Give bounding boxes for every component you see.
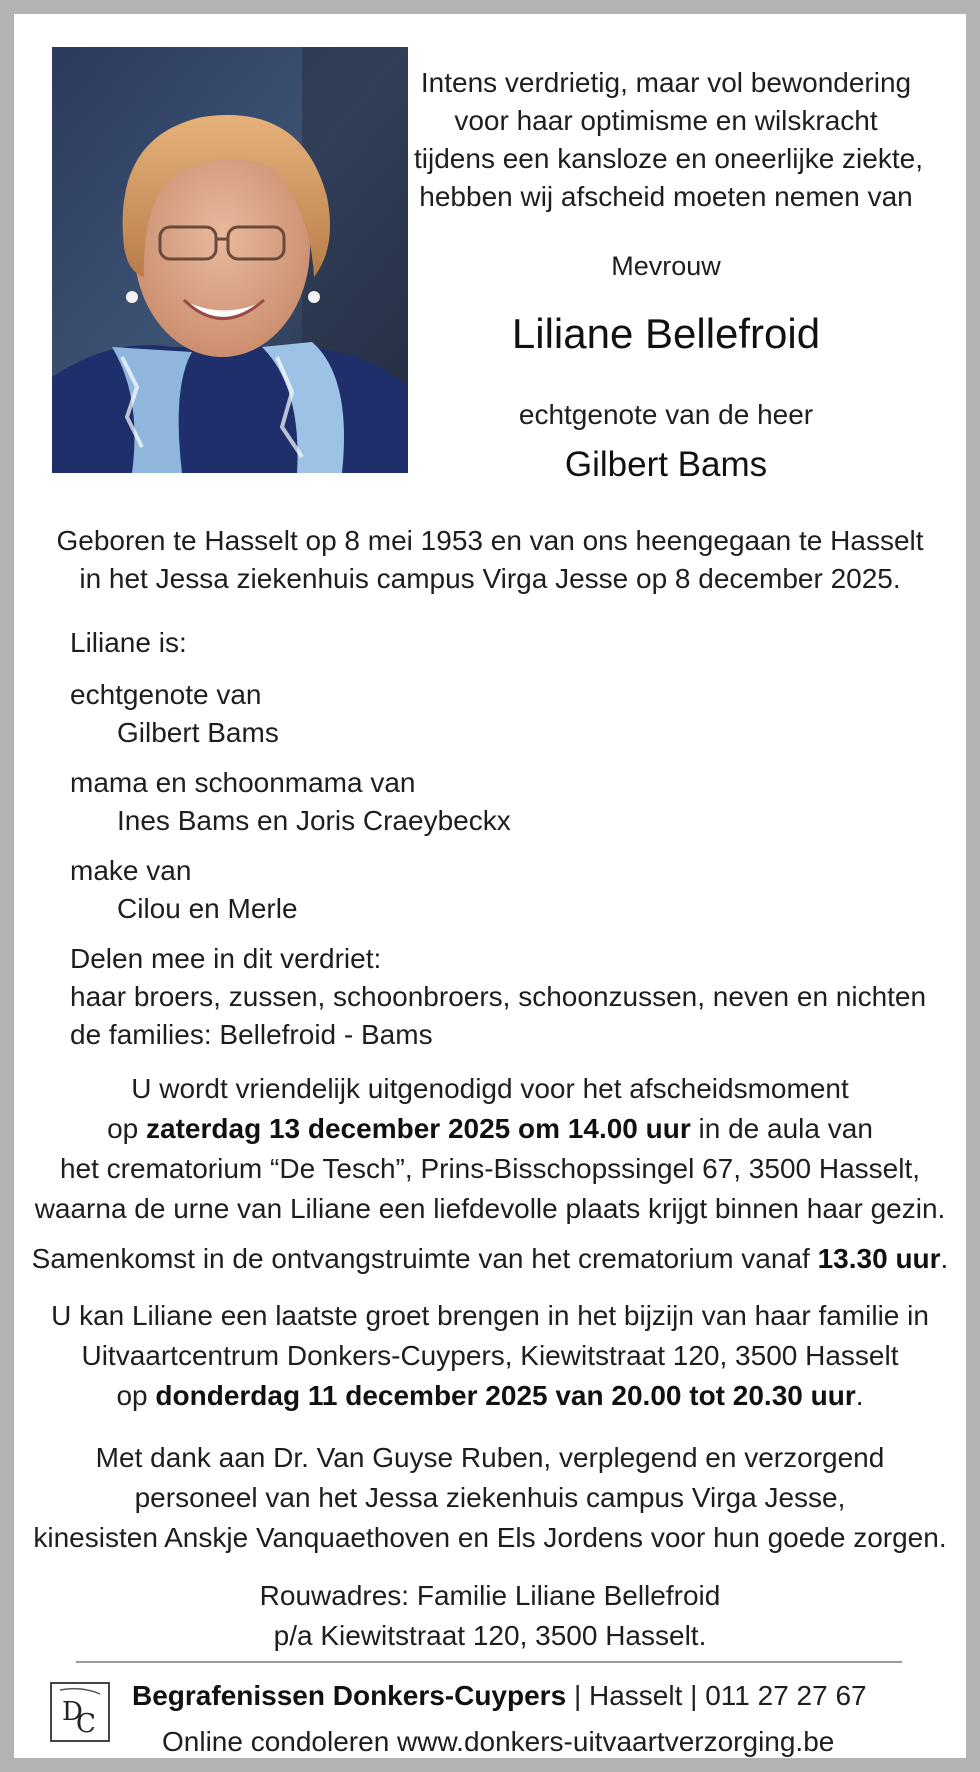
- intro-text: [414, 64, 923, 216]
- birth-death-statement: [14, 522, 966, 598]
- thanks-line: Met dank aan Dr. Van Guyse Ruben, verplegend en verzorgend: [95, 1442, 885, 1473]
- relation-names: Ines Bams en Joris Craeybeckx: [117, 805, 511, 836]
- ceremony-text: op: [107, 1113, 147, 1144]
- relation-role: make van: [70, 855, 192, 886]
- relation-role: mama en schoonmama van: [70, 767, 416, 798]
- funeral-home-logo: [50, 1682, 110, 1742]
- address-line: p/a Kiewitstraat 120, 3500 Hasselt.: [273, 1620, 707, 1651]
- footer-online-condolences[interactable]: Online condoleren www.donkers-uitvaartverzorging.be: [162, 1726, 835, 1757]
- share-line: haar broers, zussen, schoonbroers, schoonzussen, neven en nichten: [70, 981, 927, 1012]
- relation-group: [70, 764, 950, 840]
- relation-group: [70, 852, 950, 928]
- death-notice-card: [14, 14, 966, 1758]
- portrait-photo: [52, 47, 408, 473]
- relation-names: Cilou en Merle: [117, 893, 298, 924]
- svg-text:D: D: [62, 1697, 83, 1727]
- viewing-line: Uitvaartcentrum Donkers-Cuypers, Kiewitstraat 120, 3500 Hasselt: [81, 1340, 899, 1371]
- gathering-info: [14, 1239, 966, 1279]
- spouse-intro: echtgenote van de heer: [518, 399, 814, 430]
- viewing-datetime: donderdag 11 december 2025 van 20.00 tot 20.30 uur: [155, 1380, 856, 1411]
- relation-group: [70, 676, 950, 752]
- relation-role: echtgenote van: [70, 679, 262, 710]
- footer-company-line: [132, 1680, 932, 1712]
- ceremony-date: zaterdag 13 december 2025 om 14.00 uur: [146, 1113, 691, 1144]
- thanks-line: kinesisten Anskje Vanquaethoven en Els Jordens voor hun goede zorgen.: [33, 1522, 947, 1553]
- company-name: Begrafenissen Donkers-Cuypers: [132, 1680, 567, 1711]
- footer-separator: |: [573, 1680, 582, 1711]
- intro-line: voor haar optimisme en wilskracht: [454, 105, 878, 136]
- svg-text:C: C: [76, 1709, 96, 1739]
- birth-line: in het Jessa ziekenhuis campus Virga Jesse op 8 december 2025.: [79, 563, 901, 594]
- salutation: Mevrouw: [611, 251, 721, 281]
- intro-line: hebben wij afscheid moeten nemen van: [419, 181, 913, 212]
- gathering-time: 13.30 uur: [817, 1243, 941, 1274]
- birth-line: Geboren te Hasselt op 8 mei 1953 en van ons heengegaan te Hasselt: [56, 525, 924, 556]
- relation-share: [70, 940, 950, 1054]
- ceremony-invitation: [14, 1069, 966, 1229]
- share-line: de families: Bellefroid - Bams: [70, 1019, 433, 1050]
- spouse-name: Gilbert Bams: [564, 445, 768, 484]
- address-line: Rouwadres: Familie Liliane Bellefroid: [259, 1580, 721, 1611]
- viewing-text: .: [855, 1380, 864, 1411]
- relations-heading: Liliane is:: [70, 627, 187, 658]
- relation-names: Gilbert Bams: [117, 717, 279, 748]
- intro-line: tijdens een kansloze en oneerlijke ziekte,: [414, 143, 923, 174]
- ceremony-text: in de aula van: [690, 1113, 873, 1144]
- gathering-text: .: [940, 1243, 949, 1274]
- deceased-name: Liliane Bellefroid: [511, 310, 821, 357]
- thanks-text: [14, 1438, 966, 1558]
- viewing-text: op: [116, 1380, 156, 1411]
- viewing-info: [14, 1296, 966, 1416]
- ceremony-line: [14, 1109, 966, 1149]
- footer-phone: 011 27 27 67: [705, 1680, 867, 1711]
- intro-line: Intens verdrietig, maar vol bewondering: [420, 67, 912, 98]
- mourning-address: [14, 1576, 966, 1656]
- footer-city: Hasselt: [589, 1680, 683, 1711]
- ceremony-line: waarna de urne van Liliane een liefdevolle plaats krijgt binnen haar gezin.: [34, 1193, 946, 1224]
- share-line: Delen mee in dit verdriet:: [70, 943, 382, 974]
- thanks-line: personeel van het Jessa ziekenhuis campus Virga Jesse,: [134, 1482, 846, 1513]
- footer-separator: |: [690, 1680, 698, 1711]
- family-relations: [70, 624, 950, 1066]
- ceremony-line: U wordt vriendelijk uitgenodigd voor het afscheidsmoment: [131, 1073, 849, 1104]
- ceremony-line: het crematorium “De Tesch”, Prins-Bisschopssingel 67, 3500 Hasselt,: [59, 1153, 921, 1184]
- viewing-line: U kan Liliane een laatste groet brengen in het bijzijn van haar familie in: [51, 1300, 929, 1331]
- footer-divider: [76, 1661, 902, 1663]
- gathering-text: Samenkomst in de ontvangstruimte van het crematorium vanaf: [31, 1243, 818, 1274]
- gathering-line: [14, 1239, 966, 1279]
- viewing-line: [14, 1376, 966, 1416]
